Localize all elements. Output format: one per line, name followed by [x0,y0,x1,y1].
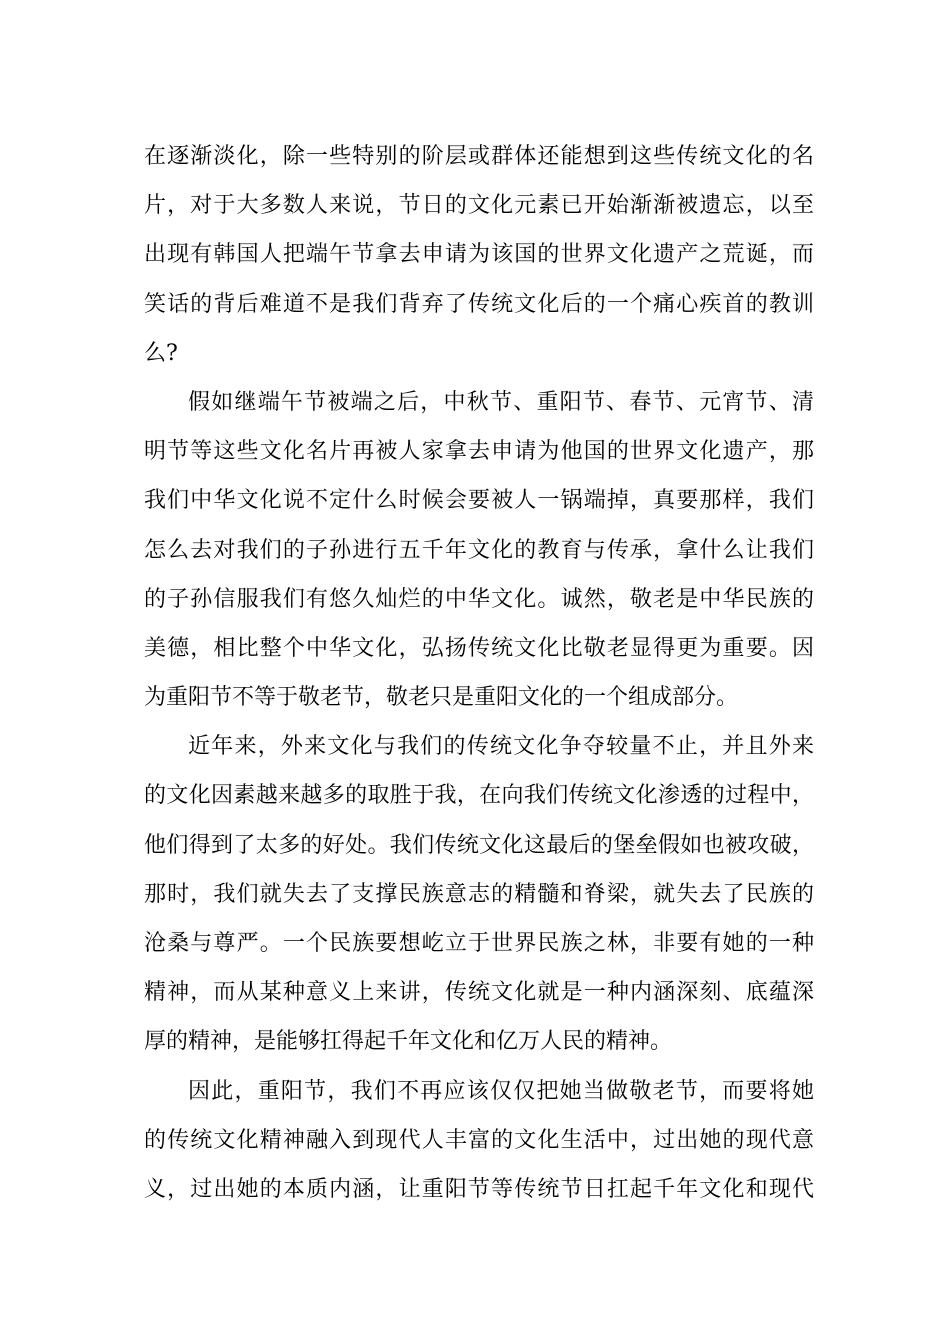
text-line: 我们中华文化说不定什么时候会要被人一锅端掉，真要那样，我们 [144,488,814,514]
text-line: 怎么去对我们的子孙进行五千年文化的教育与传承，拿什么让我们 [144,537,814,563]
text-line: 假如继端午节被端之后，中秋节、重阳节、春节、元宵节、清 [188,389,814,415]
text-line: 在逐渐淡化，除一些特别的阶层或群体还能想到这些传统文化的名 [144,144,814,169]
text-line: 美德，相比整个中华文化，弘扬传统文化比敬老显得更为重要。因 [144,635,814,661]
paragraph-4 [144,1067,814,1215]
text-line: 为重阳节不等于敬老节，敬老只是重阳文化的一个组成部分。 [144,685,739,711]
text-line: 近年来，外来文化与我们的传统文化争夺较量不止，并且外来 [188,734,814,760]
paragraph-1 [144,132,814,378]
text-line: 出现有韩国人把端午节拿去申请为该国的世界文化遗产之荒诞，而 [144,242,814,268]
text-line: 义，过出她的本质内涵，让重阳节等传统节日扛起千年文化和现代 [144,1176,814,1202]
text-line: 沧桑与尊严。一个民族要想屹立于世界民族之林，非要有她的一种 [144,931,814,956]
text-line: 的传统文化精神融入到现代人丰富的文化生活中，过出她的现代意 [144,1127,814,1153]
text-line: 他们得到了太多的好处。我们传统文化这最后的堡垒假如也被攻破， [144,832,814,858]
text-line: 明节等这些文化名片再被人家拿去申请为他国的世界文化遗产，那 [144,439,814,465]
paragraph-3 [144,722,814,1066]
paragraph-2 [144,378,814,722]
text-line: 厚的精神，是能够扛得起千年文化和亿万人民的精神。 [144,1029,673,1055]
text-line: 笑话的背后难道不是我们背弃了传统文化后的一个痛心疾首的教训 [144,291,814,317]
text-line: 因此，重阳节，我们不再应该仅仅把她当做敬老节，而要将她 [188,1078,814,1104]
text-line: 精神，而从某种意义上来讲，传统文化就是一种内涵深刻、底蕴深 [144,980,814,1006]
text-line: 的文化因素越来越多的取胜于我，在向我们传统文化渗透的过程中， [144,783,814,809]
text-line: 的子孙信服我们有悠久灿烂的中华文化。诚然，敬老是中华民族的 [144,586,814,612]
document-body [144,132,814,1214]
text-line: 么? [144,340,178,366]
text-line: 片，对于大多数人来说，节日的文化元素已开始渐渐被遗忘，以至 [144,193,814,219]
text-line: 那时，我们就失去了支撑民族意志的精髓和脊梁，就失去了民族的 [144,881,814,907]
